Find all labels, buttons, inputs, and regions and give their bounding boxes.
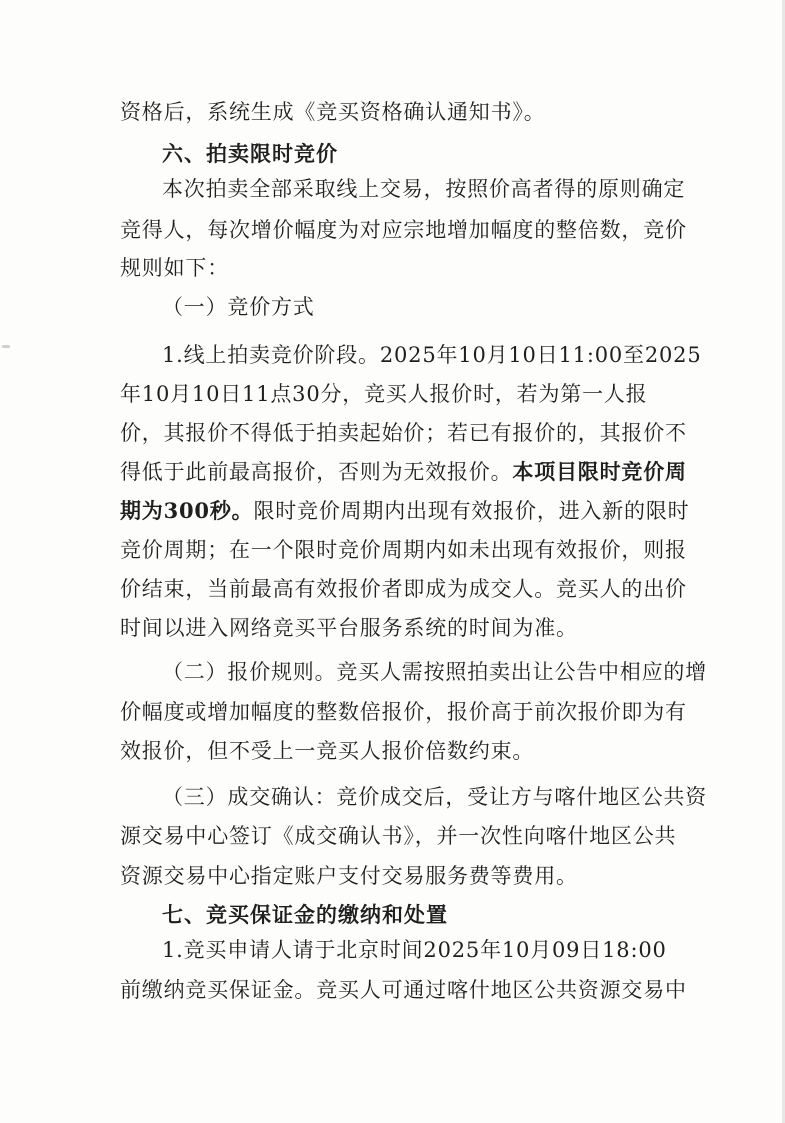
paragraph-line: 源交易中心签订《成交确认书》，并一次性向喀什地区公共 [120,824,677,848]
paragraph-line: 效报价，但不受上一竞买人报价倍数约束。 [120,739,535,763]
paragraph-line: 本次拍卖全部采取线上交易，按照价高者得的原则确定 [162,177,686,201]
text-span: 限时竞价周期内出现有效报价，进入新的限时 [253,499,690,523]
paragraph-line: 资格后，系统生成《竞买资格确认通知书》。 [120,100,546,124]
paragraph-line: 前缴纳竞买保证金。竞买人可通过喀什地区公共资源交易中 [120,978,687,1002]
section-heading-7: 七、竞买保证金的缴纳和处置 [162,903,448,927]
paragraph-line: 价结束，当前最高有效报价者即成为成交人。竞买人的出价 [120,577,687,601]
paragraph-line: （三）成交确认：竞价成交后，受让方与喀什地区公共资 [162,785,707,809]
paragraph-line: 时间以进入网络竞买平台服务系统的时间为准。 [120,616,578,640]
paragraph-line: 价幅度或增加幅度的整数倍报价，报价高于前次报价即为有 [120,700,687,724]
paragraph-line: 竞得人，每次增价幅度为对应宗地增加幅度的整倍数，竞价 [120,218,687,242]
paragraph-line [120,491,689,531]
paragraph-line: 竞价周期；在一个限时竞价周期内如未出现有效报价，则报 [120,538,687,562]
text-span: 得低于此前最高报价，否则为无效报价。 [120,460,513,484]
paragraph-line: 价，其报价不得低于拍卖起始价；若已有报价的，其报价不 [120,421,687,445]
scan-smudge [2,345,10,348]
section-heading-6: 六、拍卖限时竞价 [162,142,338,166]
paragraph-line [120,452,687,492]
paragraph-line: 1.线上拍卖竞价阶段。2025年10月10日11:00至2025 [162,343,702,367]
paragraph-line: 资源交易中心指定账户支付交易服务费等费用。 [120,864,578,888]
paragraph-line: （二）报价规则。竞买人需按照拍卖出让公告中相应的增 [162,660,707,684]
bold-text-span: 期为300秒。 [120,498,254,523]
bold-text-span: 本项目限时竞价周 [512,459,687,484]
paragraph-line: 年10月10日11点30分，竞买人报价时，若为第一人报 [120,382,648,406]
paragraph-line: 规则如下： [120,256,229,280]
subsection-heading-1: （一）竞价方式 [162,295,315,319]
paragraph-line: 1.竞买申请人请于北京时间2025年10月09日18:00 [162,938,667,962]
